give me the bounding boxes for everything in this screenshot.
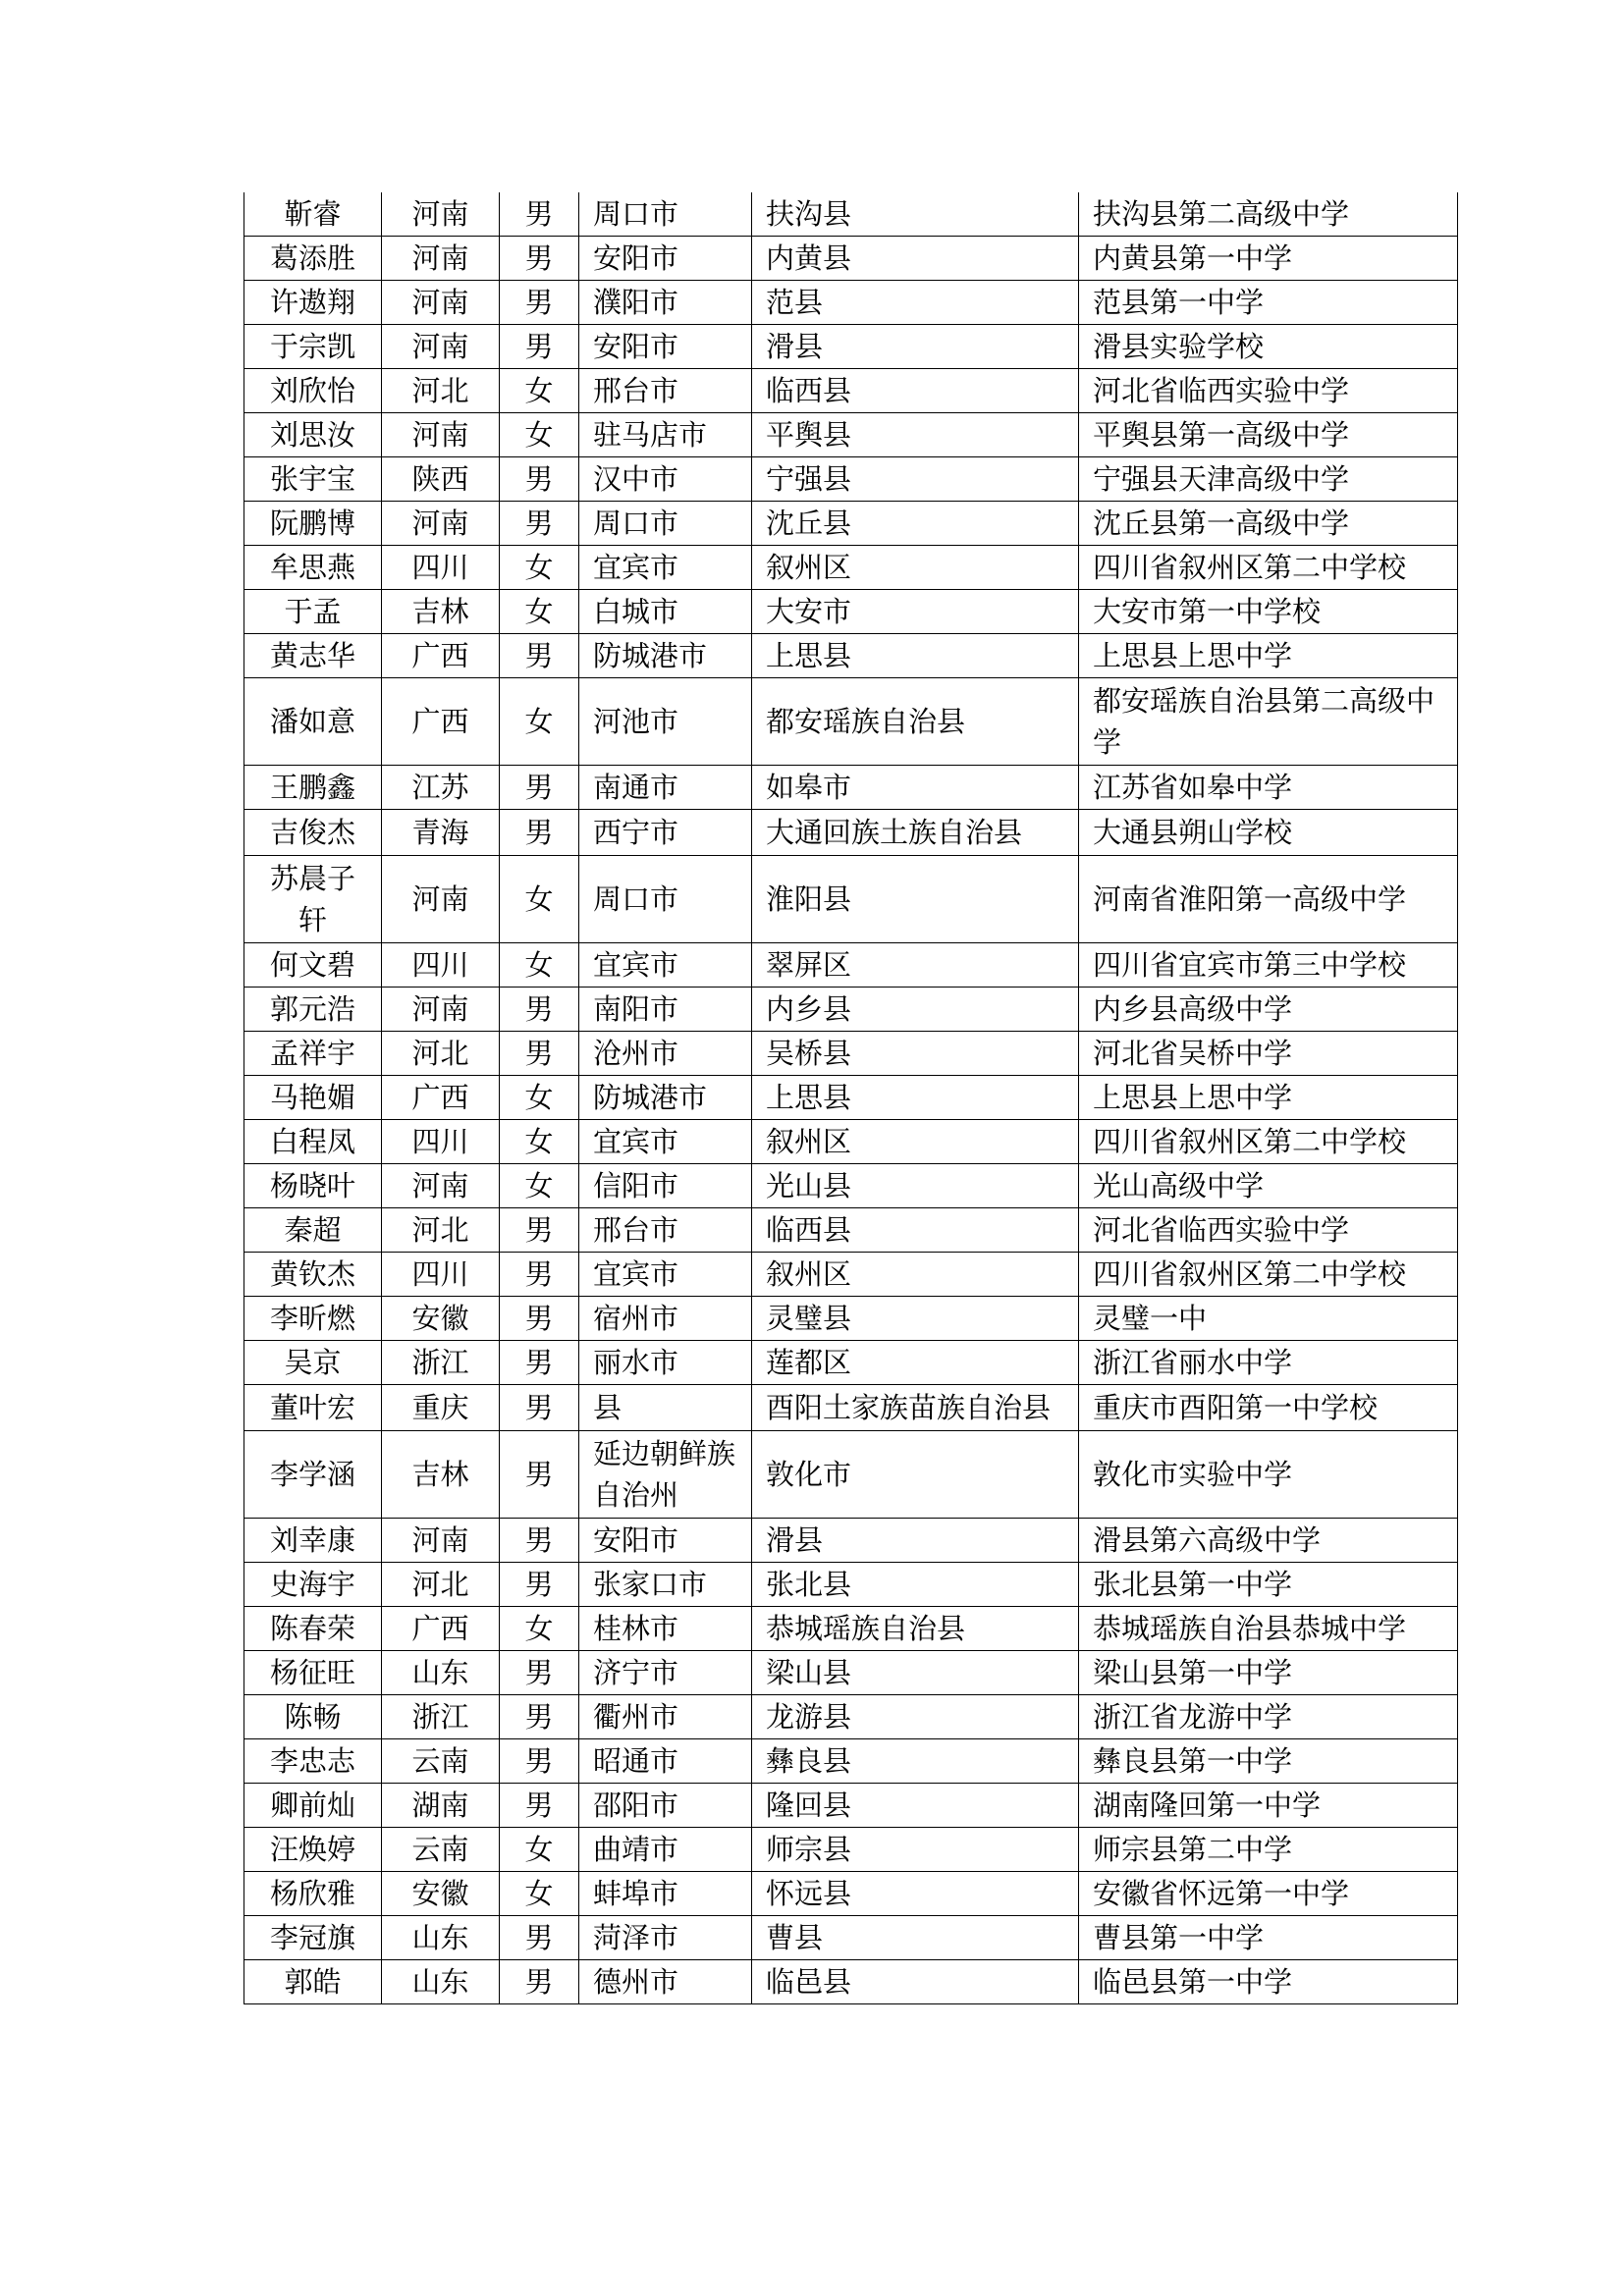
table-row xyxy=(244,810,1458,856)
province-cell: 青海 xyxy=(382,810,500,856)
student-name-cell: 刘幸康 xyxy=(244,1519,382,1563)
county-cell: 师宗县 xyxy=(752,1828,1079,1872)
school-cell: 梁山县第一中学 xyxy=(1079,1651,1458,1695)
county-cell: 隆回县 xyxy=(752,1784,1079,1828)
gender-cell: 男 xyxy=(500,1563,579,1607)
school-cell: 范县第一中学 xyxy=(1079,281,1458,325)
province-cell: 河南 xyxy=(382,192,500,237)
city-cell: 县 xyxy=(579,1385,752,1431)
county-cell: 叙州区 xyxy=(752,1120,1079,1164)
county-cell: 敦化市 xyxy=(752,1431,1079,1519)
gender-cell: 女 xyxy=(500,1828,579,1872)
school-cell: 河南省淮阳第一高级中学 xyxy=(1079,856,1458,943)
school-cell: 滑县实验学校 xyxy=(1079,325,1458,369)
school-cell: 光山高级中学 xyxy=(1079,1164,1458,1208)
city-cell: 周口市 xyxy=(579,502,752,546)
school-cell: 彝良县第一中学 xyxy=(1079,1739,1458,1784)
gender-cell: 男 xyxy=(500,1519,579,1563)
student-name-cell: 于宗凯 xyxy=(244,325,382,369)
gender-cell: 男 xyxy=(500,1032,579,1076)
province-cell: 浙江 xyxy=(382,1695,500,1739)
student-name-cell: 黄钦杰 xyxy=(244,1253,382,1297)
province-cell: 广西 xyxy=(382,1607,500,1651)
city-cell: 德州市 xyxy=(579,1960,752,2004)
school-cell: 临邑县第一中学 xyxy=(1079,1960,1458,2004)
province-cell: 四川 xyxy=(382,943,500,988)
county-cell: 翠屏区 xyxy=(752,943,1079,988)
province-cell: 河南 xyxy=(382,413,500,457)
province-cell: 安徽 xyxy=(382,1297,500,1341)
table-row xyxy=(244,413,1458,457)
student-name-cell: 卿前灿 xyxy=(244,1784,382,1828)
gender-cell: 女 xyxy=(500,1120,579,1164)
table-row xyxy=(244,1208,1458,1253)
student-name-cell: 于孟 xyxy=(244,590,382,634)
school-cell: 浙江省丽水中学 xyxy=(1079,1341,1458,1385)
city-cell: 安阳市 xyxy=(579,325,752,369)
city-cell: 宜宾市 xyxy=(579,1253,752,1297)
student-roster-table xyxy=(244,192,1458,2004)
city-cell: 邢台市 xyxy=(579,1208,752,1253)
table-row xyxy=(244,1916,1458,1960)
city-cell: 昭通市 xyxy=(579,1739,752,1784)
gender-cell: 男 xyxy=(500,988,579,1032)
table-row xyxy=(244,1695,1458,1739)
student-name-cell: 孟祥宇 xyxy=(244,1032,382,1076)
school-cell: 安徽省怀远第一中学 xyxy=(1079,1872,1458,1916)
student-name-cell: 李学涵 xyxy=(244,1431,382,1519)
city-cell: 白城市 xyxy=(579,590,752,634)
city-cell: 宿州市 xyxy=(579,1297,752,1341)
table-row xyxy=(244,281,1458,325)
county-cell: 龙游县 xyxy=(752,1695,1079,1739)
school-cell: 河北省吴桥中学 xyxy=(1079,1032,1458,1076)
city-cell: 周口市 xyxy=(579,856,752,943)
student-name-cell: 苏晨子轩 xyxy=(244,856,382,943)
gender-cell: 男 xyxy=(500,1739,579,1784)
city-cell: 信阳市 xyxy=(579,1164,752,1208)
student-name-cell: 汪焕婷 xyxy=(244,1828,382,1872)
province-cell: 河南 xyxy=(382,856,500,943)
gender-cell: 男 xyxy=(500,325,579,369)
county-cell: 光山县 xyxy=(752,1164,1079,1208)
county-cell: 临西县 xyxy=(752,1208,1079,1253)
gender-cell: 男 xyxy=(500,1431,579,1519)
province-cell: 江苏 xyxy=(382,766,500,810)
table-row xyxy=(244,1872,1458,1916)
table-row xyxy=(244,1607,1458,1651)
province-cell: 河南 xyxy=(382,1164,500,1208)
student-name-cell: 史海宇 xyxy=(244,1563,382,1607)
province-cell: 广西 xyxy=(382,634,500,678)
county-cell: 张北县 xyxy=(752,1563,1079,1607)
table-row xyxy=(244,590,1458,634)
county-cell: 吴桥县 xyxy=(752,1032,1079,1076)
table-row xyxy=(244,1519,1458,1563)
table-row xyxy=(244,1828,1458,1872)
province-cell: 河北 xyxy=(382,1208,500,1253)
county-cell: 沈丘县 xyxy=(752,502,1079,546)
province-cell: 云南 xyxy=(382,1739,500,1784)
gender-cell: 女 xyxy=(500,369,579,413)
gender-cell: 男 xyxy=(500,1253,579,1297)
table-row xyxy=(244,1651,1458,1695)
table-row xyxy=(244,856,1458,943)
county-cell: 临邑县 xyxy=(752,1960,1079,2004)
city-cell: 南阳市 xyxy=(579,988,752,1032)
city-cell: 邵阳市 xyxy=(579,1784,752,1828)
table-row xyxy=(244,1960,1458,2004)
school-cell: 都安瑶族自治县第二高级中学 xyxy=(1079,678,1458,766)
county-cell: 滑县 xyxy=(752,325,1079,369)
student-name-cell: 郭元浩 xyxy=(244,988,382,1032)
student-name-cell: 葛添胜 xyxy=(244,237,382,281)
province-cell: 四川 xyxy=(382,1253,500,1297)
province-cell: 浙江 xyxy=(382,1341,500,1385)
student-name-cell: 许遨翔 xyxy=(244,281,382,325)
student-name-cell: 牟思燕 xyxy=(244,546,382,590)
table-row xyxy=(244,1076,1458,1120)
county-cell: 上思县 xyxy=(752,1076,1079,1120)
student-name-cell: 刘欣怡 xyxy=(244,369,382,413)
county-cell: 叙州区 xyxy=(752,546,1079,590)
student-name-cell: 杨征旺 xyxy=(244,1651,382,1695)
gender-cell: 男 xyxy=(500,237,579,281)
city-cell: 延边朝鲜族自治州 xyxy=(579,1431,752,1519)
school-cell: 河北省临西实验中学 xyxy=(1079,369,1458,413)
student-name-cell: 潘如意 xyxy=(244,678,382,766)
table-row xyxy=(244,1784,1458,1828)
province-cell: 河南 xyxy=(382,325,500,369)
table-row xyxy=(244,325,1458,369)
gender-cell: 男 xyxy=(500,1208,579,1253)
city-cell: 宜宾市 xyxy=(579,1120,752,1164)
gender-cell: 男 xyxy=(500,810,579,856)
school-cell: 四川省宜宾市第三中学校 xyxy=(1079,943,1458,988)
table-row xyxy=(244,502,1458,546)
county-cell: 莲都区 xyxy=(752,1341,1079,1385)
province-cell: 重庆 xyxy=(382,1385,500,1431)
city-cell: 张家口市 xyxy=(579,1563,752,1607)
school-cell: 河北省临西实验中学 xyxy=(1079,1208,1458,1253)
student-name-cell: 陈畅 xyxy=(244,1695,382,1739)
student-name-cell: 郭皓 xyxy=(244,1960,382,2004)
county-cell: 曹县 xyxy=(752,1916,1079,1960)
province-cell: 河南 xyxy=(382,988,500,1032)
county-cell: 临西县 xyxy=(752,369,1079,413)
table-row xyxy=(244,766,1458,810)
city-cell: 汉中市 xyxy=(579,457,752,502)
table-row xyxy=(244,369,1458,413)
school-cell: 宁强县天津高级中学 xyxy=(1079,457,1458,502)
table-row xyxy=(244,1563,1458,1607)
city-cell: 济宁市 xyxy=(579,1651,752,1695)
student-name-cell: 吉俊杰 xyxy=(244,810,382,856)
student-name-cell: 何文碧 xyxy=(244,943,382,988)
student-name-cell: 陈春荣 xyxy=(244,1607,382,1651)
gender-cell: 女 xyxy=(500,413,579,457)
table-row xyxy=(244,546,1458,590)
table-row xyxy=(244,1253,1458,1297)
gender-cell: 男 xyxy=(500,1695,579,1739)
county-cell: 恭城瑶族自治县 xyxy=(752,1607,1079,1651)
table-row xyxy=(244,457,1458,502)
province-cell: 云南 xyxy=(382,1828,500,1872)
gender-cell: 女 xyxy=(500,1872,579,1916)
province-cell: 河北 xyxy=(382,1563,500,1607)
school-cell: 上思县上思中学 xyxy=(1079,1076,1458,1120)
student-name-cell: 刘思汝 xyxy=(244,413,382,457)
gender-cell: 男 xyxy=(500,766,579,810)
county-cell: 怀远县 xyxy=(752,1872,1079,1916)
county-cell: 灵璧县 xyxy=(752,1297,1079,1341)
table-row xyxy=(244,1431,1458,1519)
county-cell: 宁强县 xyxy=(752,457,1079,502)
county-cell: 都安瑶族自治县 xyxy=(752,678,1079,766)
school-cell: 大安市第一中学校 xyxy=(1079,590,1458,634)
roster-body xyxy=(244,192,1458,2004)
city-cell: 濮阳市 xyxy=(579,281,752,325)
table-row xyxy=(244,943,1458,988)
table-row xyxy=(244,678,1458,766)
table-row xyxy=(244,1341,1458,1385)
table-row xyxy=(244,634,1458,678)
gender-cell: 女 xyxy=(500,546,579,590)
student-name-cell: 靳睿 xyxy=(244,192,382,237)
city-cell: 宜宾市 xyxy=(579,943,752,988)
city-cell: 沧州市 xyxy=(579,1032,752,1076)
province-cell: 山东 xyxy=(382,1916,500,1960)
county-cell: 上思县 xyxy=(752,634,1079,678)
city-cell: 菏泽市 xyxy=(579,1916,752,1960)
county-cell: 平舆县 xyxy=(752,413,1079,457)
city-cell: 桂林市 xyxy=(579,1607,752,1651)
province-cell: 河南 xyxy=(382,502,500,546)
city-cell: 周口市 xyxy=(579,192,752,237)
city-cell: 衢州市 xyxy=(579,1695,752,1739)
student-name-cell: 秦超 xyxy=(244,1208,382,1253)
county-cell: 大安市 xyxy=(752,590,1079,634)
gender-cell: 女 xyxy=(500,1076,579,1120)
student-name-cell: 王鹏鑫 xyxy=(244,766,382,810)
county-cell: 淮阳县 xyxy=(752,856,1079,943)
city-cell: 驻马店市 xyxy=(579,413,752,457)
student-name-cell: 李昕燃 xyxy=(244,1297,382,1341)
school-cell: 滑县第六高级中学 xyxy=(1079,1519,1458,1563)
school-cell: 四川省叙州区第二中学校 xyxy=(1079,1120,1458,1164)
county-cell: 梁山县 xyxy=(752,1651,1079,1695)
county-cell: 滑县 xyxy=(752,1519,1079,1563)
gender-cell: 女 xyxy=(500,1607,579,1651)
county-cell: 范县 xyxy=(752,281,1079,325)
province-cell: 河北 xyxy=(382,369,500,413)
gender-cell: 男 xyxy=(500,1960,579,2004)
gender-cell: 女 xyxy=(500,1164,579,1208)
gender-cell: 男 xyxy=(500,1297,579,1341)
province-cell: 广西 xyxy=(382,678,500,766)
student-name-cell: 张宇宝 xyxy=(244,457,382,502)
student-name-cell: 李忠志 xyxy=(244,1739,382,1784)
province-cell: 吉林 xyxy=(382,1431,500,1519)
gender-cell: 男 xyxy=(500,1916,579,1960)
county-cell: 彝良县 xyxy=(752,1739,1079,1784)
student-name-cell: 马艳媚 xyxy=(244,1076,382,1120)
county-cell: 如皋市 xyxy=(752,766,1079,810)
province-cell: 安徽 xyxy=(382,1872,500,1916)
county-cell: 大通回族土族自治县 xyxy=(752,810,1079,856)
city-cell: 南通市 xyxy=(579,766,752,810)
province-cell: 山东 xyxy=(382,1651,500,1695)
province-cell: 湖南 xyxy=(382,1784,500,1828)
student-name-cell: 阮鹏博 xyxy=(244,502,382,546)
table-row xyxy=(244,1164,1458,1208)
school-cell: 江苏省如皋中学 xyxy=(1079,766,1458,810)
province-cell: 河南 xyxy=(382,1519,500,1563)
school-cell: 四川省叙州区第二中学校 xyxy=(1079,1253,1458,1297)
student-name-cell: 吴京 xyxy=(244,1341,382,1385)
city-cell: 河池市 xyxy=(579,678,752,766)
gender-cell: 女 xyxy=(500,943,579,988)
city-cell: 曲靖市 xyxy=(579,1828,752,1872)
school-cell: 师宗县第二中学 xyxy=(1079,1828,1458,1872)
school-cell: 灵璧一中 xyxy=(1079,1297,1458,1341)
county-cell: 内黄县 xyxy=(752,237,1079,281)
gender-cell: 男 xyxy=(500,634,579,678)
table-row xyxy=(244,1032,1458,1076)
table-row xyxy=(244,192,1458,237)
school-cell: 沈丘县第一高级中学 xyxy=(1079,502,1458,546)
student-name-cell: 杨欣雅 xyxy=(244,1872,382,1916)
province-cell: 河北 xyxy=(382,1032,500,1076)
city-cell: 蚌埠市 xyxy=(579,1872,752,1916)
school-cell: 敦化市实验中学 xyxy=(1079,1431,1458,1519)
county-cell: 叙州区 xyxy=(752,1253,1079,1297)
county-cell: 内乡县 xyxy=(752,988,1079,1032)
school-cell: 内黄县第一中学 xyxy=(1079,237,1458,281)
gender-cell: 女 xyxy=(500,678,579,766)
city-cell: 安阳市 xyxy=(579,1519,752,1563)
table-row xyxy=(244,1385,1458,1431)
student-name-cell: 董叶宏 xyxy=(244,1385,382,1431)
student-name-cell: 黄志华 xyxy=(244,634,382,678)
city-cell: 宜宾市 xyxy=(579,546,752,590)
table-row xyxy=(244,1297,1458,1341)
table-row xyxy=(244,988,1458,1032)
school-cell: 重庆市酉阳第一中学校 xyxy=(1079,1385,1458,1431)
gender-cell: 男 xyxy=(500,192,579,237)
city-cell: 丽水市 xyxy=(579,1341,752,1385)
student-name-cell: 李冠旗 xyxy=(244,1916,382,1960)
school-cell: 上思县上思中学 xyxy=(1079,634,1458,678)
school-cell: 浙江省龙游中学 xyxy=(1079,1695,1458,1739)
province-cell: 四川 xyxy=(382,546,500,590)
school-cell: 平舆县第一高级中学 xyxy=(1079,413,1458,457)
city-cell: 安阳市 xyxy=(579,237,752,281)
province-cell: 河南 xyxy=(382,281,500,325)
student-name-cell: 杨晓叶 xyxy=(244,1164,382,1208)
school-cell: 曹县第一中学 xyxy=(1079,1916,1458,1960)
gender-cell: 男 xyxy=(500,1385,579,1431)
gender-cell: 男 xyxy=(500,1651,579,1695)
province-cell: 山东 xyxy=(382,1960,500,2004)
table-row xyxy=(244,237,1458,281)
school-cell: 大通县朔山学校 xyxy=(1079,810,1458,856)
city-cell: 邢台市 xyxy=(579,369,752,413)
gender-cell: 男 xyxy=(500,457,579,502)
gender-cell: 女 xyxy=(500,590,579,634)
gender-cell: 男 xyxy=(500,1784,579,1828)
gender-cell: 男 xyxy=(500,502,579,546)
school-cell: 恭城瑶族自治县恭城中学 xyxy=(1079,1607,1458,1651)
county-cell: 扶沟县 xyxy=(752,192,1079,237)
table-row xyxy=(244,1120,1458,1164)
gender-cell: 男 xyxy=(500,1341,579,1385)
city-cell: 防城港市 xyxy=(579,1076,752,1120)
student-name-cell: 白程凤 xyxy=(244,1120,382,1164)
city-cell: 西宁市 xyxy=(579,810,752,856)
province-cell: 四川 xyxy=(382,1120,500,1164)
gender-cell: 男 xyxy=(500,281,579,325)
table-row xyxy=(244,1739,1458,1784)
school-cell: 四川省叙州区第二中学校 xyxy=(1079,546,1458,590)
school-cell: 内乡县高级中学 xyxy=(1079,988,1458,1032)
school-cell: 张北县第一中学 xyxy=(1079,1563,1458,1607)
gender-cell: 女 xyxy=(500,856,579,943)
province-cell: 广西 xyxy=(382,1076,500,1120)
school-cell: 湖南隆回第一中学 xyxy=(1079,1784,1458,1828)
province-cell: 吉林 xyxy=(382,590,500,634)
school-cell: 扶沟县第二高级中学 xyxy=(1079,192,1458,237)
county-cell: 酉阳土家族苗族自治县 xyxy=(752,1385,1079,1431)
city-cell: 防城港市 xyxy=(579,634,752,678)
province-cell: 河南 xyxy=(382,237,500,281)
province-cell: 陕西 xyxy=(382,457,500,502)
